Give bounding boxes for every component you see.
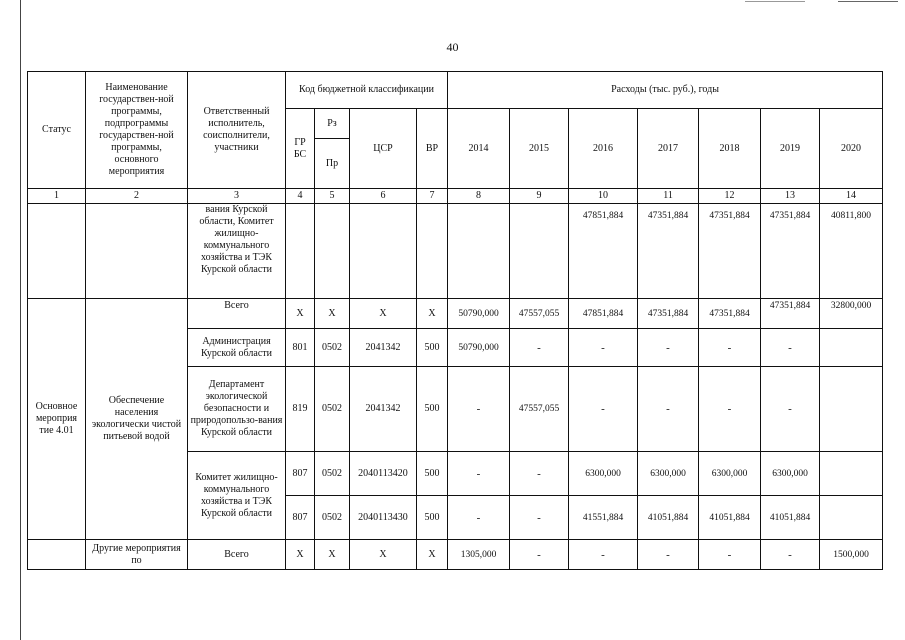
value-cell: 40811,800 xyxy=(820,204,883,299)
value-cell xyxy=(820,452,883,496)
value-cell: - xyxy=(699,367,761,452)
header-year: 2020 xyxy=(820,109,883,189)
budget-table xyxy=(27,71,883,570)
value-cell: 41551,884 xyxy=(569,496,638,540)
grbs-cell xyxy=(286,204,315,299)
value-cell xyxy=(820,329,883,367)
header-year: 2018 xyxy=(699,109,761,189)
value-cell: - xyxy=(638,540,699,570)
value-cell: 41051,884 xyxy=(699,496,761,540)
header-expenses: Расходы (тыс. руб.), годы xyxy=(448,72,883,109)
left-margin-line xyxy=(20,0,21,640)
responsible-cell: Комитет жилищно-коммунального хозяйства и ТЭК Курской области xyxy=(188,452,286,540)
grbs-cell: Х xyxy=(286,540,315,570)
vr-cell: 500 xyxy=(417,367,448,452)
value-cell: 41051,884 xyxy=(638,496,699,540)
header-year: 2019 xyxy=(761,109,820,189)
header-name: Наименование государствен-ной программы, подпрограммы государствен-ной программы, основного мероприятия xyxy=(86,72,188,189)
top-scan-mark xyxy=(838,1,898,2)
header-status: Статус xyxy=(28,72,86,189)
csr-cell: 2040113420 xyxy=(350,452,417,496)
header-year: 2015 xyxy=(510,109,569,189)
responsible-cell: Администрация Курской области xyxy=(188,329,286,367)
value-cell: 6300,000 xyxy=(638,452,699,496)
column-number: 10 xyxy=(569,189,638,204)
vr-cell: Х xyxy=(417,540,448,570)
column-number: 7 xyxy=(417,189,448,204)
value-cell: - xyxy=(638,367,699,452)
grbs-cell: 819 xyxy=(286,367,315,452)
table-row xyxy=(28,299,883,329)
column-number: 3 xyxy=(188,189,286,204)
column-number: 5 xyxy=(315,189,350,204)
grbs-cell: 807 xyxy=(286,452,315,496)
header-budget-code: Код бюджетной классификации xyxy=(286,72,448,109)
value-cell: - xyxy=(699,540,761,570)
value-cell: - xyxy=(510,496,569,540)
value-cell: - xyxy=(761,329,820,367)
value-cell: 47351,884 xyxy=(638,299,699,329)
csr-cell: Х xyxy=(350,299,417,329)
vr-cell: Х xyxy=(417,299,448,329)
value-cell: - xyxy=(448,367,510,452)
rz-pr-cell: 0502 xyxy=(315,496,350,540)
column-number: 14 xyxy=(820,189,883,204)
value-cell: - xyxy=(761,367,820,452)
rz-pr-cell: 0502 xyxy=(315,329,350,367)
column-number: 8 xyxy=(448,189,510,204)
name-cell xyxy=(86,204,188,299)
header-year: 2017 xyxy=(638,109,699,189)
header-rz: Рз xyxy=(315,109,350,139)
column-number: 6 xyxy=(350,189,417,204)
grbs-cell: Х xyxy=(286,299,315,329)
value-cell xyxy=(510,204,569,299)
value-cell: - xyxy=(448,496,510,540)
vr-cell xyxy=(417,204,448,299)
grbs-cell: 801 xyxy=(286,329,315,367)
column-number: 9 xyxy=(510,189,569,204)
grbs-cell: 807 xyxy=(286,496,315,540)
value-cell xyxy=(820,367,883,452)
value-cell: - xyxy=(761,540,820,570)
status-cell xyxy=(28,204,86,299)
value-cell: 41051,884 xyxy=(761,496,820,540)
csr-cell: 2041342 xyxy=(350,367,417,452)
value-cell: - xyxy=(510,540,569,570)
status-cell xyxy=(28,540,86,570)
rz-pr-cell: 0502 xyxy=(315,452,350,496)
measure-name: Обеспечение населения экологически чистой питьевой водой xyxy=(86,299,188,540)
csr-cell xyxy=(350,204,417,299)
value-cell: 47851,884 xyxy=(569,204,638,299)
value-cell: - xyxy=(510,329,569,367)
responsible-cell: Всего xyxy=(188,299,286,329)
value-cell: 32800,000 xyxy=(820,299,883,329)
column-number: 2 xyxy=(86,189,188,204)
column-number: 4 xyxy=(286,189,315,204)
header-year: 2014 xyxy=(448,109,510,189)
header-row xyxy=(28,72,883,109)
value-cell: - xyxy=(569,329,638,367)
value-cell: 6300,000 xyxy=(569,452,638,496)
value-cell: 47351,884 xyxy=(761,204,820,299)
column-number-row xyxy=(28,189,883,204)
header-year: 2016 xyxy=(569,109,638,189)
rz-pr-cell: 0502 xyxy=(315,367,350,452)
csr-cell: 2041342 xyxy=(350,329,417,367)
value-cell: 6300,000 xyxy=(699,452,761,496)
value-cell xyxy=(448,204,510,299)
table-row xyxy=(28,540,883,570)
column-number: 1 xyxy=(28,189,86,204)
responsible-cell: вания Курской области, Комитет жилищно-коммунального хозяйства и ТЭК Курской области xyxy=(188,204,286,299)
header-pr: Пр xyxy=(315,139,350,189)
csr-cell: 2040113430 xyxy=(350,496,417,540)
value-cell: - xyxy=(569,540,638,570)
value-cell: 47557,055 xyxy=(510,299,569,329)
rz-pr-cell: Х xyxy=(315,299,350,329)
value-cell: 47351,884 xyxy=(761,299,820,329)
rz-pr-cell: Х xyxy=(315,540,350,570)
header-csr: ЦСР xyxy=(350,109,417,189)
value-cell: - xyxy=(638,329,699,367)
value-cell: 47351,884 xyxy=(699,299,761,329)
value-cell: 1305,000 xyxy=(448,540,510,570)
rz-pr-cell xyxy=(315,204,350,299)
column-number: 12 xyxy=(699,189,761,204)
responsible-cell: Департамент экологической безопасности и природопользо-вания Курской области xyxy=(188,367,286,452)
table-row xyxy=(28,204,883,299)
header-vr: ВР xyxy=(417,109,448,189)
value-cell: 50790,000 xyxy=(448,329,510,367)
value-cell: 50790,000 xyxy=(448,299,510,329)
vr-cell: 500 xyxy=(417,329,448,367)
top-scan-mark xyxy=(745,1,805,2)
value-cell: - xyxy=(510,452,569,496)
other-name: Другие мероприятия по xyxy=(86,540,188,570)
value-cell: 1500,000 xyxy=(820,540,883,570)
measure-status: Основное мероприя тие 4.01 xyxy=(28,299,86,540)
value-cell: 47557,055 xyxy=(510,367,569,452)
value-cell: - xyxy=(569,367,638,452)
header-responsible: Ответственный исполнитель, соисполнители, участники xyxy=(188,72,286,189)
vr-cell: 500 xyxy=(417,452,448,496)
value-cell: - xyxy=(448,452,510,496)
value-cell: 47851,884 xyxy=(569,299,638,329)
value-cell: 6300,000 xyxy=(761,452,820,496)
value-cell: - xyxy=(699,329,761,367)
value-cell xyxy=(820,496,883,540)
column-number: 13 xyxy=(761,189,820,204)
page-number: 40 xyxy=(446,40,459,54)
vr-cell: 500 xyxy=(417,496,448,540)
value-cell: 47351,884 xyxy=(638,204,699,299)
column-number: 11 xyxy=(638,189,699,204)
csr-cell: Х xyxy=(350,540,417,570)
header-grbs: ГР БС xyxy=(286,109,315,189)
responsible-cell: Всего xyxy=(188,540,286,570)
value-cell: 47351,884 xyxy=(699,204,761,299)
